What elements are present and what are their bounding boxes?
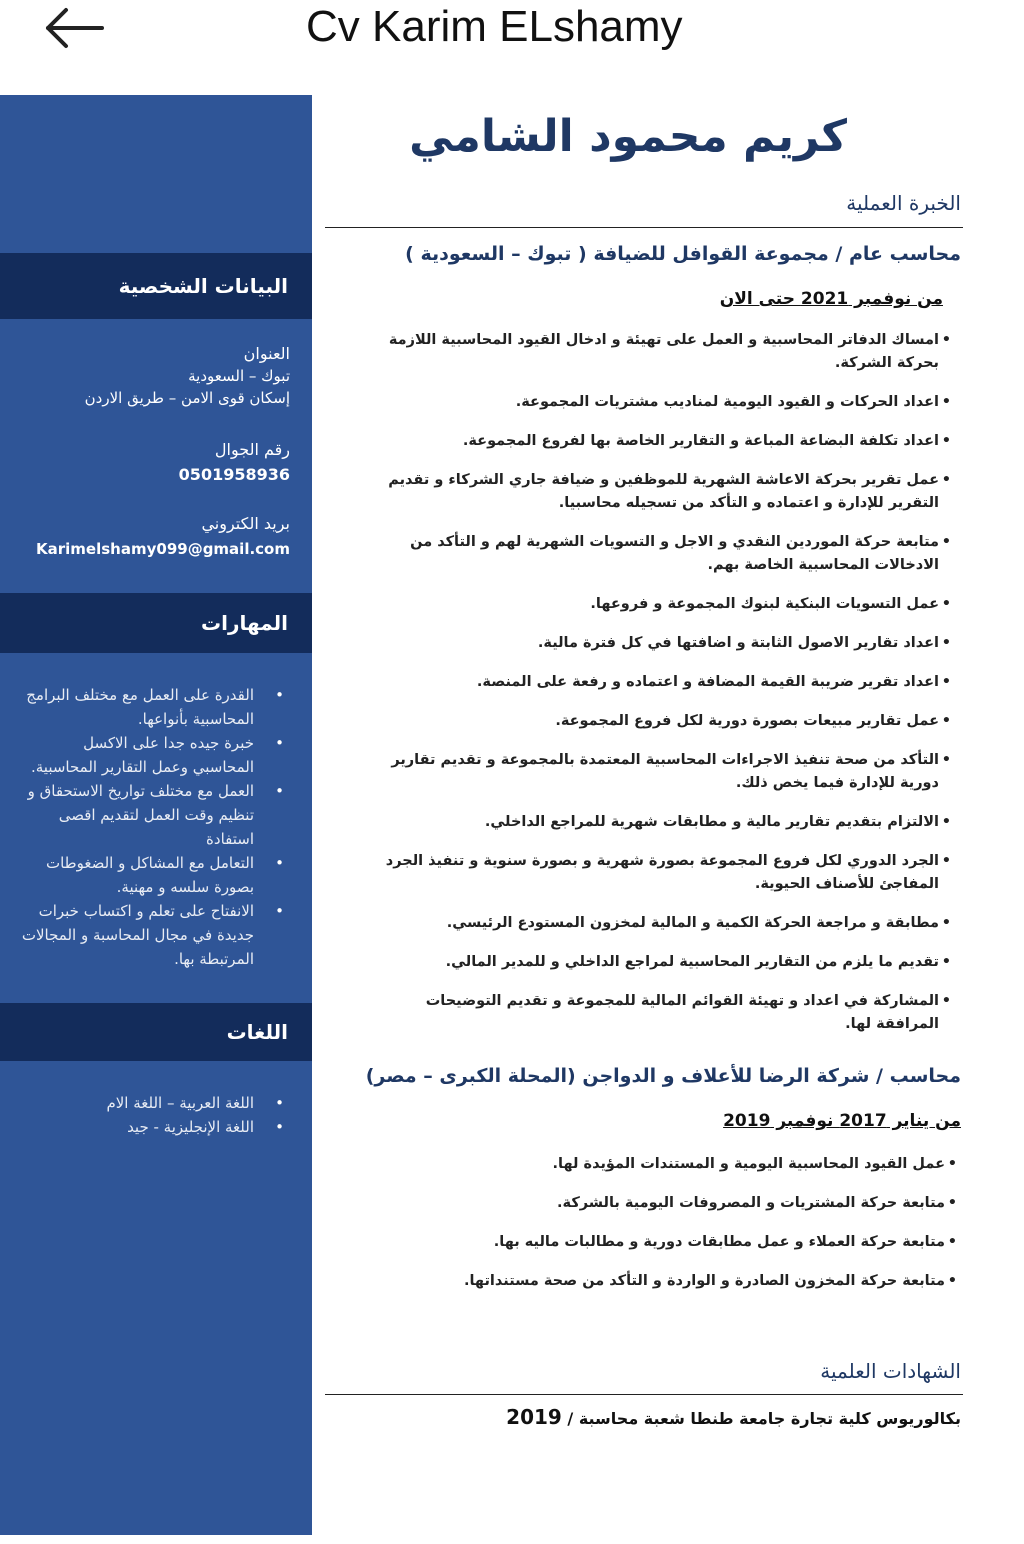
education-heading: الشهادات العلمية: [820, 1359, 961, 1383]
list-item: • المشاركة في اعداد و تهيئة القوائم المالية للمجموعة و تقديم التوضيحات المرافقة لها.: [361, 990, 951, 1036]
languages-heading: اللغات: [0, 1003, 312, 1061]
list-item: • عمل التسويات البنكية لبنوك المجموعة و فروعها.: [361, 593, 951, 616]
list-item: • عمل تقارير مبيعات بصورة دورية لكل فروع المجموعة.: [361, 710, 951, 733]
list-item: • اعداد تقارير الاصول الثابتة و اضافتها في كل فترة مالية.: [361, 632, 951, 655]
list-item: • اعداد تقرير ضريبة القيمة المضافة و اعتماده و رفعة على المنصة.: [361, 671, 951, 694]
address-block: [20, 343, 290, 409]
list-item: • عمل القيود المحاسبية اليومية و المستندات المؤيدة لها.: [437, 1153, 957, 1176]
job-period: من يناير 2017 نوفمبر 2019: [723, 1111, 961, 1131]
list-item: • القدرة على العمل مع مختلف البرامج المحاسبية بأنواعها.: [18, 683, 294, 731]
document-title: Cv Karim ELshamy: [306, 2, 683, 51]
cv-main: [312, 95, 1013, 1535]
list-item: • تقديم ما يلزم من التقارير المحاسبية لمراجع الداخلي و للمدير المالي.: [361, 951, 951, 974]
list-item: • الجرد الدوري لكل فروع المجموعة بصورة شهرية و بصورة سنوية و تنفيذ الجرد المفاجئ للأصناف الحيوية.: [361, 850, 951, 896]
address-label: العنوان: [243, 344, 290, 363]
personal-info-heading: البيانات الشخصية: [0, 253, 312, 319]
job-title: محاسب / شركة الرضا للأعلاف و الدواجن (المحلة الكبرى – مصر): [365, 1065, 961, 1087]
experience-heading: الخبرة العملية: [846, 191, 961, 215]
address-line-2: إسكان قوى الامن – طريق الاردن: [84, 389, 290, 407]
app-bar: [0, 0, 1024, 60]
back-button[interactable]: [40, 4, 110, 52]
list-item: • اعداد تكلفة البضاعة المباعة و التقارير الخاصة بها لفروع المجموعة.: [361, 430, 951, 453]
degree-line: [506, 1405, 961, 1429]
cv-page[interactable]: [0, 95, 1013, 1535]
section-divider: [325, 1394, 963, 1395]
list-item: • العمل مع مختلف تواريخ الاستحقاق و تنظيم وقت العمل لتقديم اقصى استفادة: [18, 779, 294, 851]
list-item: • التعامل مع المشاكل و الضغوطات بصورة سلسه و مهنية.: [18, 851, 294, 899]
phone-label: رقم الجوال: [214, 440, 290, 459]
email-address: Karimelshamy099@gmail.com: [36, 540, 290, 558]
phone-number: 0501958936: [178, 465, 290, 484]
list-item: • متابعة حركة المخزون الصادرة و الواردة و التأكد من صحة مستنداتها.: [437, 1270, 957, 1293]
languages-list: [18, 1091, 294, 1139]
candidate-name: كريم محمود الشامي: [409, 111, 847, 162]
degree-year: 2019: [506, 1405, 562, 1429]
section-divider: [325, 227, 963, 228]
list-item: • متابعة حركة العملاء و عمل مطابقات دورية و مطالبات ماليه بها.: [437, 1231, 957, 1254]
job-period: من نوفمبر 2021 حتى الان: [719, 289, 943, 309]
list-item: • اعداد الحركات و القيود اليومية لمناديب مشتريات المجموعة.: [361, 391, 951, 414]
list-item: • الالتزام بتقديم تقارير مالية و مطابقات شهرية للمراجع الداخلي.: [361, 811, 951, 834]
list-item: • اللغة الإنجليزية - جيد: [18, 1115, 294, 1139]
list-item: • امساك الدفاتر المحاسبية و العمل على تهيئة و ادخال القيود المحاسبية اللازمة بحركة الشركة.: [361, 329, 951, 375]
job-title: محاسب عام / مجموعة القوافل للضيافة ( تبوك – السعودية ): [405, 243, 961, 265]
list-item: • اللغة العربية – اللغة الام: [18, 1091, 294, 1115]
list-item: • التأكد من صحة تنفيذ الاجراءات المحاسبية المعتمدة بالمجموعة و تقديم تقارير دورية للإدارة فيما يخص ذلك.: [361, 749, 951, 795]
list-item: • عمل تقرير بحركة الاعاشة الشهرية للموظفين و ضيافة جاري الشركاء و تقديم التقرير للإدارة و اعتماده و التأكد من تسجيله محاسبيا.: [361, 469, 951, 515]
job-duties-list: [437, 1153, 957, 1309]
arrow-left-icon: [40, 4, 110, 52]
skills-heading: المهارات: [0, 593, 312, 653]
job-duties-list: [361, 329, 951, 1052]
phone-block: [20, 439, 290, 486]
email-label: بريد الكتروني: [201, 514, 290, 533]
list-item: • مطابقة و مراجعة الحركة الكمية و المالية لمخزون المستودع الرئيسي.: [361, 912, 951, 935]
list-item: • الانفتاح على تعلم و اكتساب خبرات جديدة في مجال المحاسبة و المجالات المرتبطة بها.: [18, 899, 294, 971]
address-line-1: تبوك – السعودية: [188, 367, 290, 385]
list-item: • متابعة حركة المشتريات و المصروفات اليومية بالشركة.: [437, 1192, 957, 1215]
skills-list: [18, 683, 294, 971]
list-item: • خبرة جيده جدا على الاكسل المحاسبي وعمل التقارير المحاسبية.: [18, 731, 294, 779]
degree-text: بكالوريوس كلية تجارة جامعة طنطا شعبة محاسبة /: [567, 1409, 961, 1428]
cv-sidebar: [0, 95, 312, 1535]
list-item: • متابعة حركة الموردين النقدي و الاجل و التسويات الشهرية لهم و التأكد من الادخالات المحاسبية الخاصة بهم.: [361, 531, 951, 577]
email-block: [20, 513, 290, 560]
